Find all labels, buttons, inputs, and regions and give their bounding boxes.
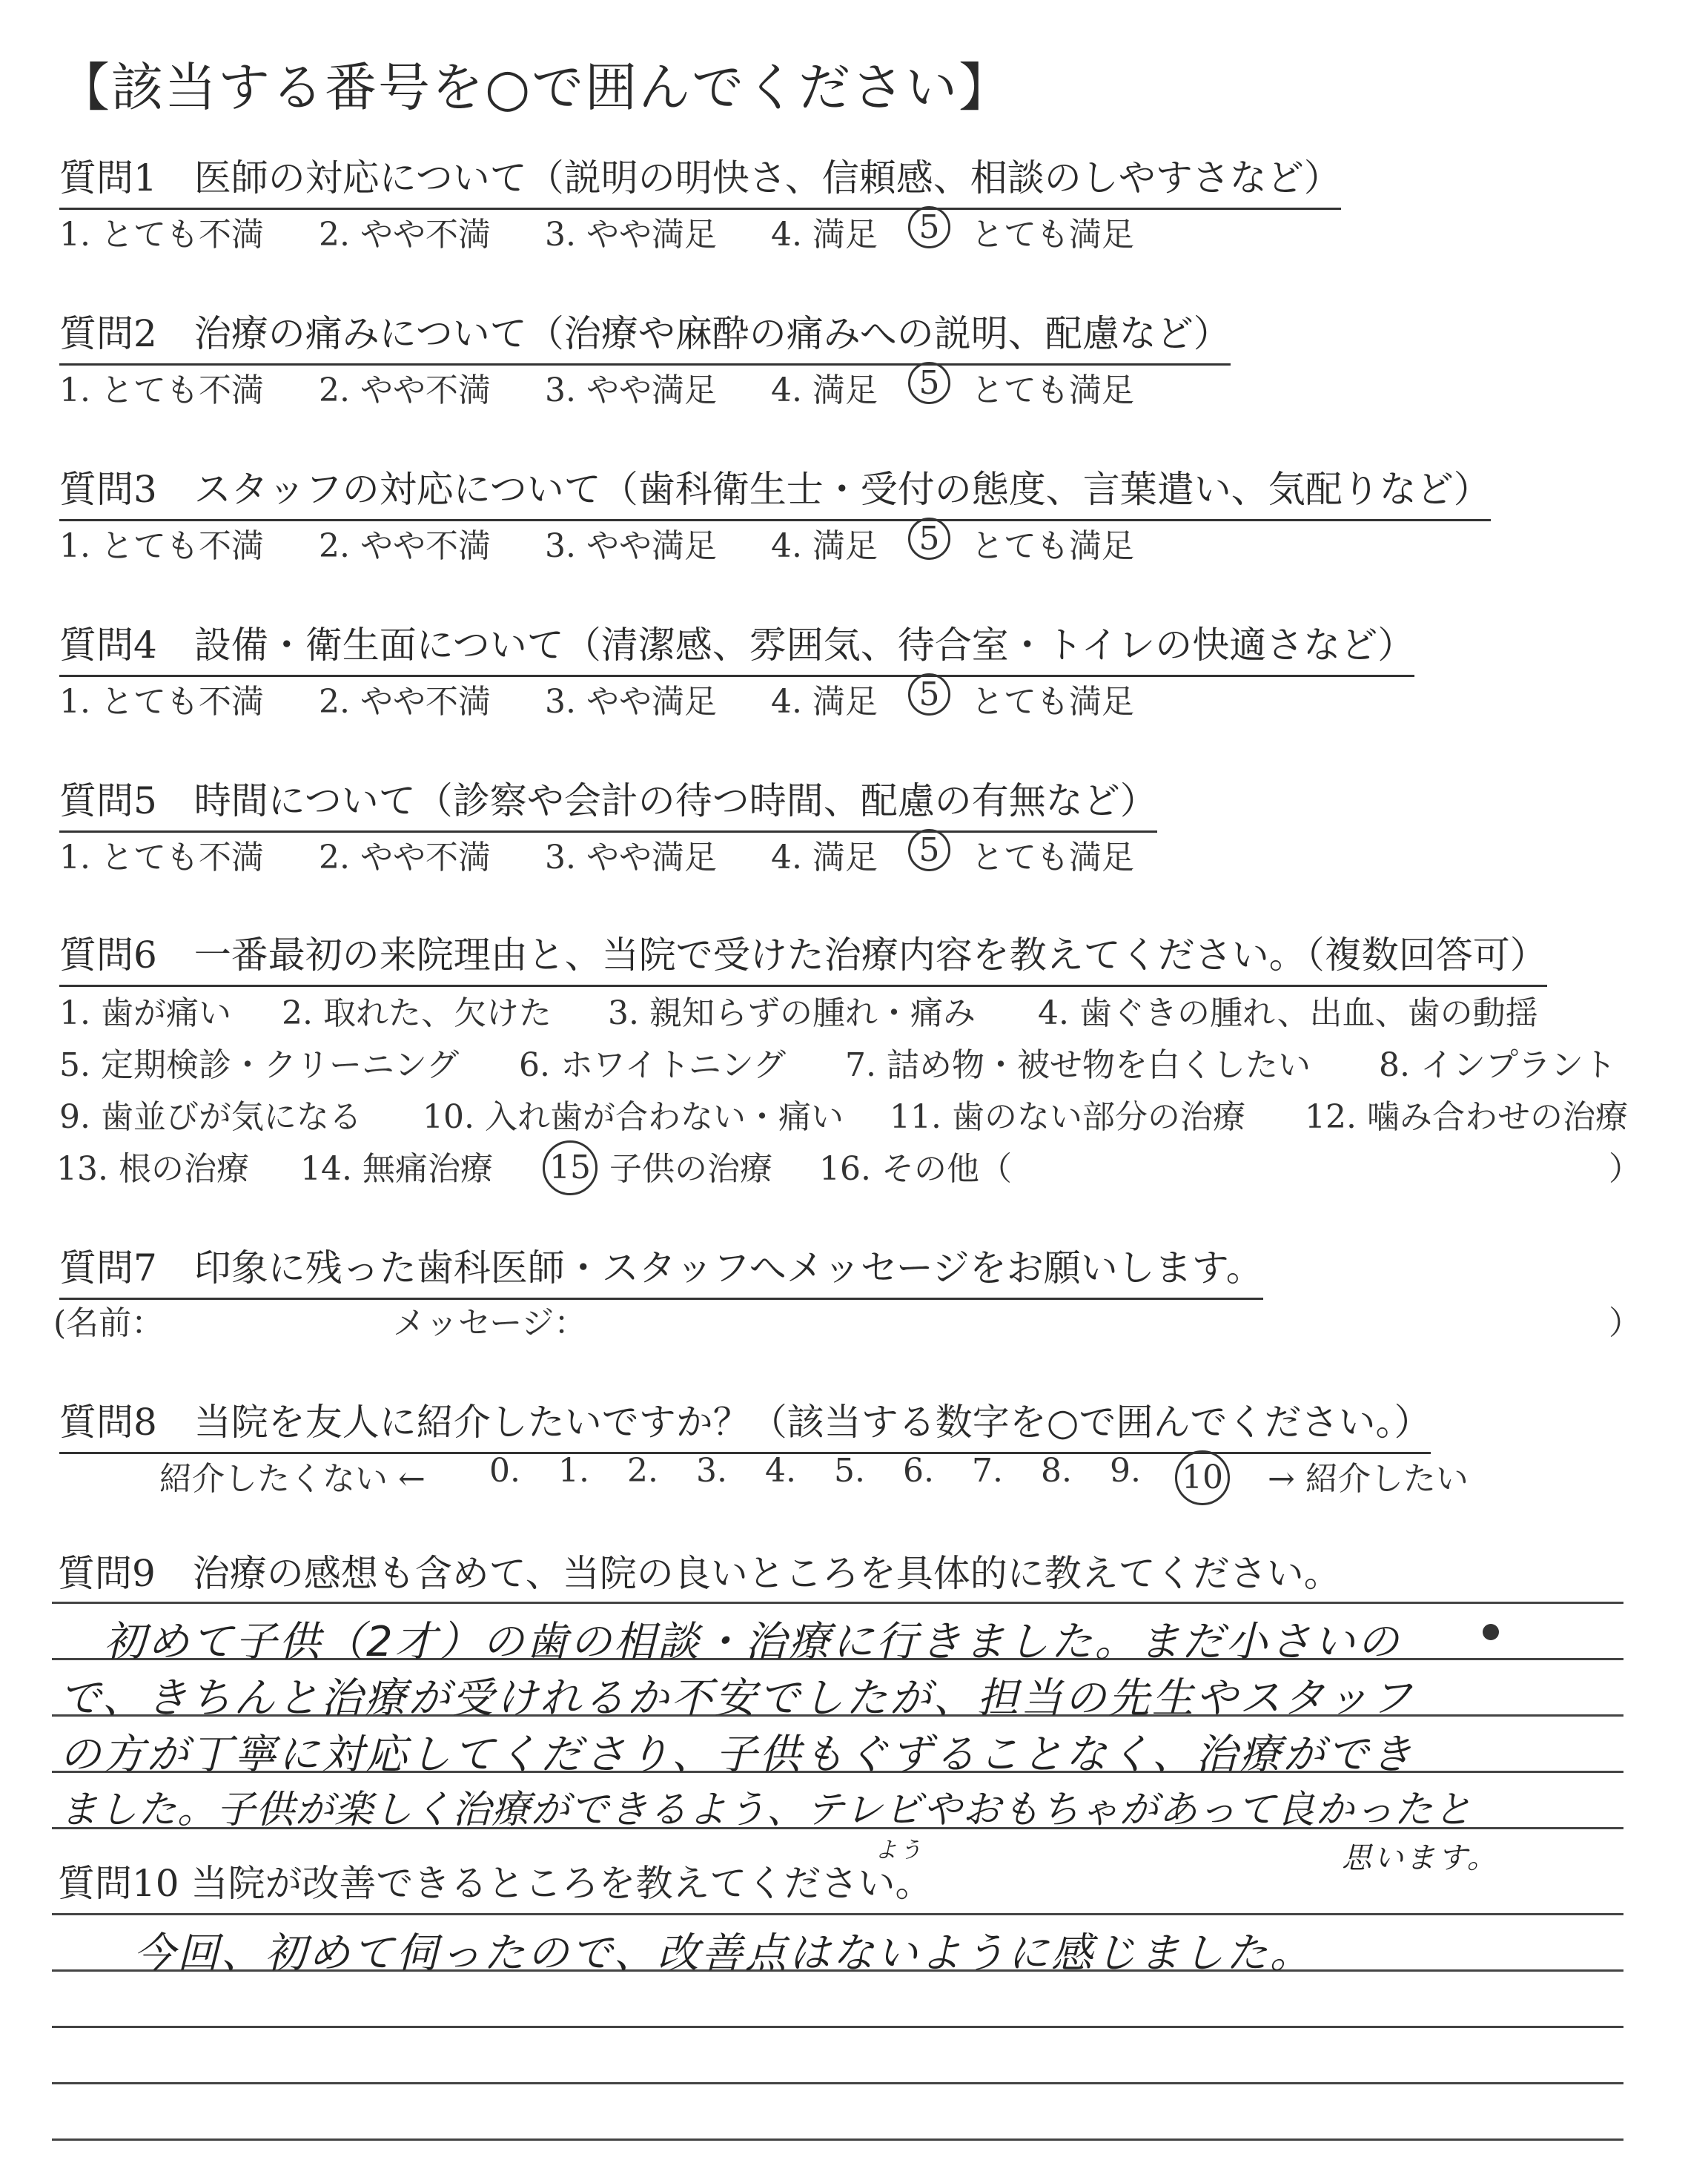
q9-answer-line-1: 初めて子供（2才）の歯の相談・治療に行きました。まだ小さいの — [104, 1618, 1401, 1666]
q9-answer-line-4: ました。子供が楽しく治療ができるよう、テレビやおもちゃがあって良かったと — [59, 1788, 1473, 1832]
scale-left-label: 紹介したくない ← — [159, 1460, 426, 1498]
option-5-label: とても満足 — [971, 683, 1134, 721]
reason-option[interactable]: 13. 根の治療 — [56, 1150, 249, 1188]
scale-number[interactable]: 7. — [972, 1452, 1003, 1490]
answer-line — [52, 2082, 1623, 2084]
answer-line — [52, 2026, 1623, 2028]
question-1-title: 質問1 医師の対応について（説明の明快さ、信頼感、相談のしやすさなど） — [59, 148, 1341, 210]
option-4[interactable]: 4. 満足 — [771, 527, 878, 565]
scale-number[interactable]: 3. — [696, 1452, 727, 1490]
reason-option[interactable]: 6. ホワイトニング — [519, 1046, 787, 1084]
option-5-circled[interactable]: 5 — [908, 829, 950, 871]
q9-answer-line-3: の方が丁寧に対応してくださり、子供もぐずることなく、治療ができ — [59, 1731, 1414, 1779]
reason-option[interactable]: 5. 定期検診・クリーニング — [59, 1046, 460, 1084]
answer-line — [52, 1602, 1623, 1604]
scale-right-label: → 紹介したい — [1268, 1460, 1469, 1498]
scale-number[interactable]: 8. — [1041, 1452, 1072, 1490]
question-4-title: 質問4 設備・衛生面について（清潔感、雰囲気、待合室・トイレの快適さなど） — [59, 615, 1414, 677]
q9-answer-line-2: で、きちんと治療が受けれるか不安でしたが、担当の先生やスタッフ — [59, 1674, 1414, 1723]
option-5-circled[interactable]: 5 — [908, 673, 950, 716]
option-3[interactable]: 3. やや満足 — [545, 839, 717, 876]
q9-insertion-mark: よう — [875, 1837, 924, 1863]
option-5-label: とても満足 — [971, 216, 1134, 254]
option-4[interactable]: 4. 満足 — [771, 216, 878, 254]
reason-other-close: ） — [1609, 1150, 1641, 1188]
question-6-row-4 — [0, 1142, 1708, 1186]
question-5-options — [0, 830, 1708, 875]
scale-selected-10[interactable]: 10 — [1175, 1450, 1230, 1505]
option-4[interactable]: 4. 満足 — [771, 683, 878, 721]
question-7-title: 質問7 印象に残った歯科医師・スタッフへメッセージをお願いします。 — [59, 1238, 1263, 1300]
reason-option[interactable]: 12. 噛み合わせの治療 — [1305, 1098, 1628, 1136]
reason-option[interactable]: 10. 入れ歯が合わない・痛い — [423, 1098, 844, 1136]
answer-line — [52, 2138, 1623, 2141]
q9-answer-tail: 思います。 — [1342, 1841, 1499, 1875]
scale-number[interactable]: 0. — [489, 1452, 520, 1490]
question-6-row-3 — [0, 1090, 1708, 1135]
option-4[interactable]: 4. 満足 — [771, 839, 878, 876]
option-5-circled[interactable]: 5 — [908, 362, 950, 404]
scale-number[interactable]: 2. — [627, 1452, 658, 1490]
scale-number[interactable]: 6. — [903, 1452, 934, 1490]
option-2[interactable]: 2. やや不満 — [319, 371, 491, 409]
option-5-label: とても満足 — [971, 527, 1134, 565]
question-7-fields — [0, 1296, 1708, 1341]
question-8-scale — [0, 1452, 1708, 1496]
option-4[interactable]: 4. 満足 — [771, 371, 878, 409]
question-2-title: 質問2 治療の痛みについて（治療や麻酔の痛みへの説明、配慮など） — [59, 304, 1231, 366]
option-2[interactable]: 2. やや不満 — [319, 683, 491, 721]
question-3-options — [0, 519, 1708, 564]
reason-option[interactable]: 11. 歯のない部分の治療 — [890, 1098, 1245, 1136]
question-6-row-2 — [0, 1038, 1708, 1083]
option-3[interactable]: 3. やや満足 — [545, 683, 717, 721]
reason-option-other[interactable]: 16. その他（ — [819, 1150, 1012, 1188]
option-3[interactable]: 3. やや満足 — [545, 527, 717, 565]
reason-option[interactable]: 1. 歯が痛い — [59, 994, 231, 1032]
reason-option[interactable]: 8. インプラント — [1379, 1046, 1616, 1084]
option-5-circled[interactable]: 5 — [908, 518, 950, 560]
question-1-options — [0, 208, 1708, 252]
scale-number[interactable]: 1. — [558, 1452, 589, 1490]
question-10-title: 質問10 当院が改善できるところを教えてください。 — [58, 1862, 933, 1905]
option-3[interactable]: 3. やや満足 — [545, 371, 717, 409]
answer-line — [52, 1913, 1623, 1915]
option-1[interactable]: 1. とても不満 — [59, 527, 264, 565]
reason-option-15-circled[interactable]: 15 — [543, 1140, 598, 1195]
option-1[interactable]: 1. とても不満 — [59, 216, 264, 254]
option-2[interactable]: 2. やや不満 — [319, 216, 491, 254]
reason-option[interactable]: 7. 詰め物・被せ物を白くしたい — [845, 1046, 1311, 1084]
message-label: メッセージ： — [393, 1304, 587, 1342]
option-5-label: とても満足 — [971, 839, 1134, 876]
q10-answer: 今回、初めて伺ったので、改善点はないように感じました。 — [133, 1929, 1314, 1978]
option-2[interactable]: 2. やや不満 — [319, 839, 491, 876]
reason-option[interactable]: 9. 歯並びが気になる — [59, 1098, 362, 1136]
option-3[interactable]: 3. やや満足 — [545, 216, 717, 254]
page-title: 【該当する番号を○で囲んでください】 — [58, 57, 1013, 118]
scale-number[interactable]: 4. — [765, 1452, 796, 1490]
reason-option-15-label: 子供の治療 — [609, 1150, 772, 1188]
question-5-title: 質問5 時間について（診察や会計の待つ時間、配慮の有無など） — [59, 771, 1157, 833]
message-close: ） — [1609, 1304, 1641, 1342]
question-6-row-1 — [0, 986, 1708, 1031]
name-label: (名前： — [53, 1304, 165, 1342]
option-1[interactable]: 1. とても不満 — [59, 371, 264, 409]
option-5-label: とても満足 — [971, 371, 1134, 409]
scale-number[interactable]: 9. — [1110, 1452, 1141, 1490]
reason-option[interactable]: 14. 無痛治療 — [300, 1150, 493, 1188]
question-8-title: 質問8 当院を友人に紹介したいですか？（該当する数字を○で囲んでください。） — [59, 1393, 1431, 1454]
reason-option[interactable]: 2. 取れた、欠けた — [282, 994, 552, 1032]
reason-option[interactable]: 4. 歯ぐきの腫れ、出血、歯の動揺 — [1038, 994, 1538, 1032]
option-2[interactable]: 2. やや不満 — [319, 527, 491, 565]
question-3-title: 質問3 スタッフの対応について（歯科衛生士・受付の態度、言葉遣い、気配りなど） — [59, 460, 1491, 521]
question-2-options — [0, 363, 1708, 408]
option-1[interactable]: 1. とても不満 — [59, 839, 264, 876]
question-6-title: 質問6 一番最初の来院理由と、当院で受けた治療内容を教えてください。（複数回答可） — [59, 925, 1547, 987]
question-9-title: 質問9 治療の感想も含めて、当院の良いところを具体的に教えてください。 — [58, 1552, 1341, 1595]
question-4-options — [0, 675, 1708, 719]
ink-blot — [1483, 1624, 1499, 1640]
option-1[interactable]: 1. とても不満 — [59, 683, 264, 721]
option-5-circled[interactable]: 5 — [908, 206, 950, 248]
scale-number[interactable]: 5. — [834, 1452, 865, 1490]
reason-option[interactable]: 3. 親知らずの腫れ・痛み — [608, 994, 976, 1032]
